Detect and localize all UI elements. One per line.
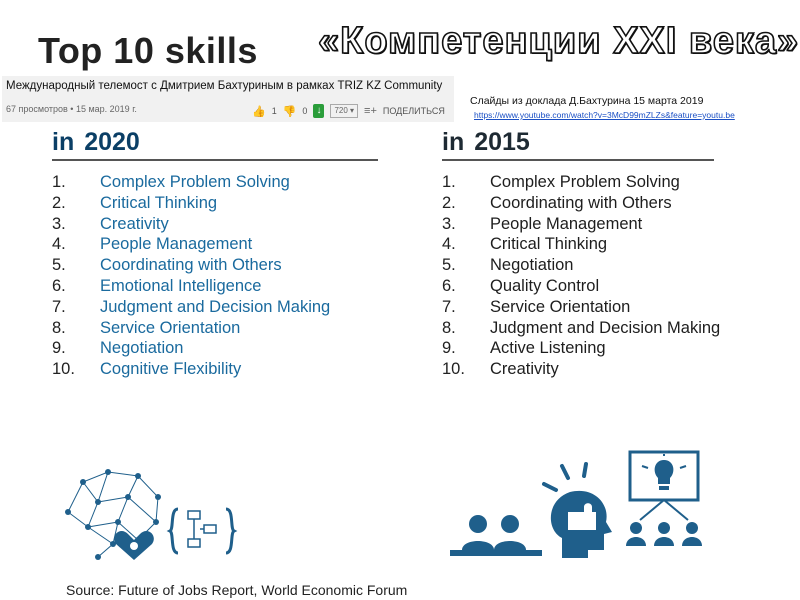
rank-number: 1. [442,173,456,191]
list-item [52,277,261,296]
list-item [52,194,217,213]
list-item [52,215,169,234]
header-2020 [52,128,140,157]
skill-label: Quality Control [490,277,600,295]
list-item [52,235,252,254]
rank-number: 3. [52,214,66,233]
header-year: 2015 [474,128,530,156]
head-puzzle-icon [538,460,618,560]
list-item [52,319,240,338]
list-item [52,339,183,358]
more-icon[interactable]: ≡+ [364,105,377,117]
main-title: Top 10 skills [38,30,258,71]
rank-number: 8. [442,318,456,337]
dislike-count: 0 [302,106,308,116]
rank-number: 8. [52,318,66,337]
header-prefix: in [52,128,75,156]
source-note: Source: Future of Jobs Report, World Economic Forum [66,582,408,598]
skill-label: Judgment and Decision Making [490,318,721,337]
rank-number: 7. [52,297,66,316]
skill-label: Service Orientation [100,318,241,337]
rank-number: 10. [52,360,75,379]
rank-number: 6. [52,277,66,295]
video-title[interactable]: Международный телемост с Дмитрием Бахтуриным в рамках TRIZ KZ Community [6,80,443,92]
rank-number: 4. [52,235,66,254]
lightbulb-presentation-icon [618,448,710,560]
skill-label: Emotional Intelligence [100,277,262,295]
skill-label: Complex Problem Solving [490,173,680,191]
header-prefix: in [442,128,465,156]
skill-label: People Management [490,214,643,233]
rank-number: 1. [52,173,66,191]
list-item [52,173,290,192]
list-item [442,235,607,254]
skill-label: Creativity [100,214,169,233]
rank-number: 3. [442,214,456,233]
header-year: 2020 [84,128,140,156]
skill-label: Creativity [490,360,559,379]
skill-label: Complex Problem Solving [100,173,290,191]
header-2015 [442,128,530,157]
slide-title: «Компетенции XXI века» [318,20,800,62]
skill-label: Negotiation [490,256,574,275]
skill-label: Judgment and Decision Making [100,297,331,316]
skill-label: Critical Thinking [100,193,218,212]
rank-number: 7. [442,297,456,316]
rank-number: 5. [442,256,456,275]
rank-number: 9. [52,339,66,358]
heart-puzzle-icon [112,528,156,562]
list-item [442,256,573,275]
video-meta: 67 просмотров • 15 мар. 2019 г. [6,104,137,114]
share-button[interactable]: ПОДЕЛИТЬСЯ [382,106,445,116]
list-item [442,277,599,296]
list-item [442,194,672,213]
rank-number: 9. [442,339,456,358]
thumbs-down-icon[interactable]: 👎 [282,105,297,118]
divider-2015 [442,159,714,161]
divider-2020 [52,159,378,161]
rank-number: 4. [442,235,456,254]
list-item [442,360,559,379]
list-item [52,256,282,275]
skill-label: Negotiation [100,339,184,358]
skill-label: Cognitive Flexibility [100,360,242,379]
rank-number: 6. [442,277,456,295]
slides-credit: Слайды из доклада Д.Бахтурина 15 марта 2019 [470,95,704,107]
list-item [52,360,241,379]
skill-label: People Management [100,235,253,254]
rank-number: 10. [442,360,465,379]
flowchart-braces-icon [168,505,236,557]
list-item [442,173,680,192]
skill-label: Active Listening [490,339,606,358]
like-count: 1 [271,106,277,116]
meeting-people-icon [450,512,542,560]
rank-number: 2. [52,193,66,212]
rank-number: 2. [442,193,456,212]
thumbs-up-icon[interactable]: 👍 [252,105,266,118]
skill-label: Coordinating with Others [490,193,672,212]
skill-label: Service Orientation [490,297,631,316]
list-item [52,298,330,317]
list-item [442,298,630,317]
rank-number: 5. [52,256,66,275]
video-actions [252,103,445,119]
skill-label: Coordinating with Others [100,256,282,275]
video-link[interactable]: https://www.youtube.com/watch?v=3McD99mZLZs&feature=youtu.be [474,110,735,120]
download-icon[interactable]: ↓ [313,104,324,118]
skill-label: Critical Thinking [490,235,608,254]
list-item [442,339,606,358]
resolution-select[interactable]: 720 ▾ [330,104,358,118]
list-item [442,319,720,338]
list-item [442,215,642,234]
